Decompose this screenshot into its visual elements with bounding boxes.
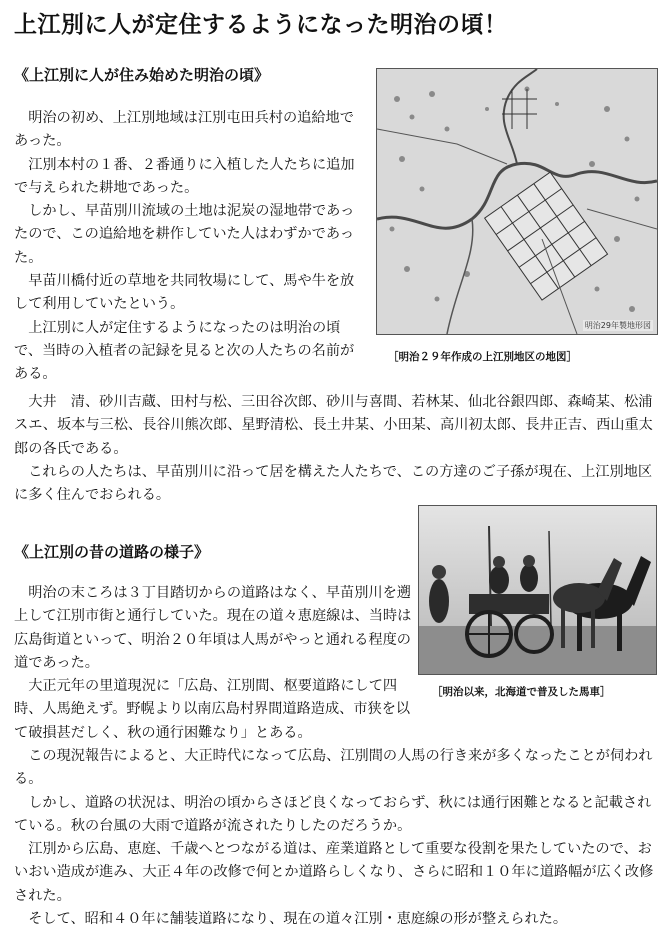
s2-paragraph-2: 大正元年の里道現況に「広島、江別間、枢要道路にして四時、人馬絶えず。野幌より以南広島村界間道路造成、市狭を以て破損甚だしく、秋の通行困難なり」とある。 xyxy=(14,678,411,741)
s1-paragraph-2: 江別本村の１番、２番通りに入植した人たちに追加で与えられた耕地であった。 xyxy=(14,156,355,196)
horse-carriage-photo xyxy=(418,505,657,675)
section2-text-lower xyxy=(14,745,654,931)
s1-paragraph-3: しかし、早苗別川流域の土地は泥炭の湿地帯であったので、この追給地を耕作していた人はわずかであった。 xyxy=(14,203,355,266)
s2-paragraph-1: 明治の末ころは３丁目踏切からの道路はなく、早苗別川を遡上して江別市街と通行していた。現在の道々恵庭線は、当時は広島街道といって、明治２０年頃は人馬がやっと通れる程度の道であった。 xyxy=(14,585,412,671)
section1-heading: 《上江別に人が住み始めた明治の頃》 xyxy=(14,66,270,84)
s1-paragraph-4: 早苗川橋付近の草地を共同牧場にして、馬や牛を放して利用していたという。 xyxy=(14,273,355,313)
s2-paragraph-4: しかし、道路の状況は、明治の頃からさほど良くなっておらず、秋には通行困難となると記載されている。秋の台風の大雨で道路が流されたりしたのだろうか。 xyxy=(14,794,652,834)
section1-text-upper xyxy=(14,107,368,387)
s2-paragraph-3: この現況報告によると、大正時代になって広島、江別間の人馬の行き来が多くなったことが伺われる。 xyxy=(14,748,653,788)
map-caption: ［明治２９年作成の上江別地区の地図］ xyxy=(388,351,577,363)
s1-paragraph-5: 上江別に人が定住するようになったのは明治の頃で、当時の入植者の記録を見ると次の人たちの名前がある。 xyxy=(14,319,355,383)
page-title: 上江別に人が定住するようになった明治の頃！ xyxy=(14,12,508,38)
map-tag-label: 明治29年製地形図 xyxy=(584,321,651,330)
section2-heading: 《上江別の昔の道路の様子》 xyxy=(14,543,210,561)
meiji-map-image xyxy=(376,68,658,335)
s2-paragraph-5: 江別から広島、恵庭、千歳へとつながる道は、産業道路として重要な役割を果たしていたので、おいおい造成が進み、大正４年の改修で何とか道路らしくなり、さらに昭和１０年に道路幅が広く改修された。 xyxy=(14,841,654,904)
photo-drawing xyxy=(419,506,656,674)
s1-paragraph-1: 明治の初め、上江別地域は江別屯田兵村の追給地であった。 xyxy=(14,110,354,150)
s2-paragraph-6: そして、昭和４０年に舗装道路になり、現在の道々江別・恵庭線の形が整えられた。 xyxy=(28,911,568,928)
photo-caption: ［明治以来，北海道で普及した馬車］ xyxy=(432,686,611,698)
s1-paragraph-6: 大井 清、砂川吉蔵、田村与松、三田谷次郎、砂川与喜間、若林某、仙北谷銀四郎、森崎某、松浦スエ、坂本与三松、長谷川熊次郎、星野清松、長土井某、小田某、高川初太郎、長井正吉、西山重太郎の各氏である。 xyxy=(14,394,653,457)
map-drawing xyxy=(377,69,657,334)
s1-paragraph-7: これらの人たちは、早苗別川に沿って居を構えた人たちで、この方達のご子孫が現在、上江別地区に多く住んでおられる。 xyxy=(14,463,653,504)
section2-text-upper xyxy=(14,582,414,745)
section1-text-lower xyxy=(14,391,654,507)
